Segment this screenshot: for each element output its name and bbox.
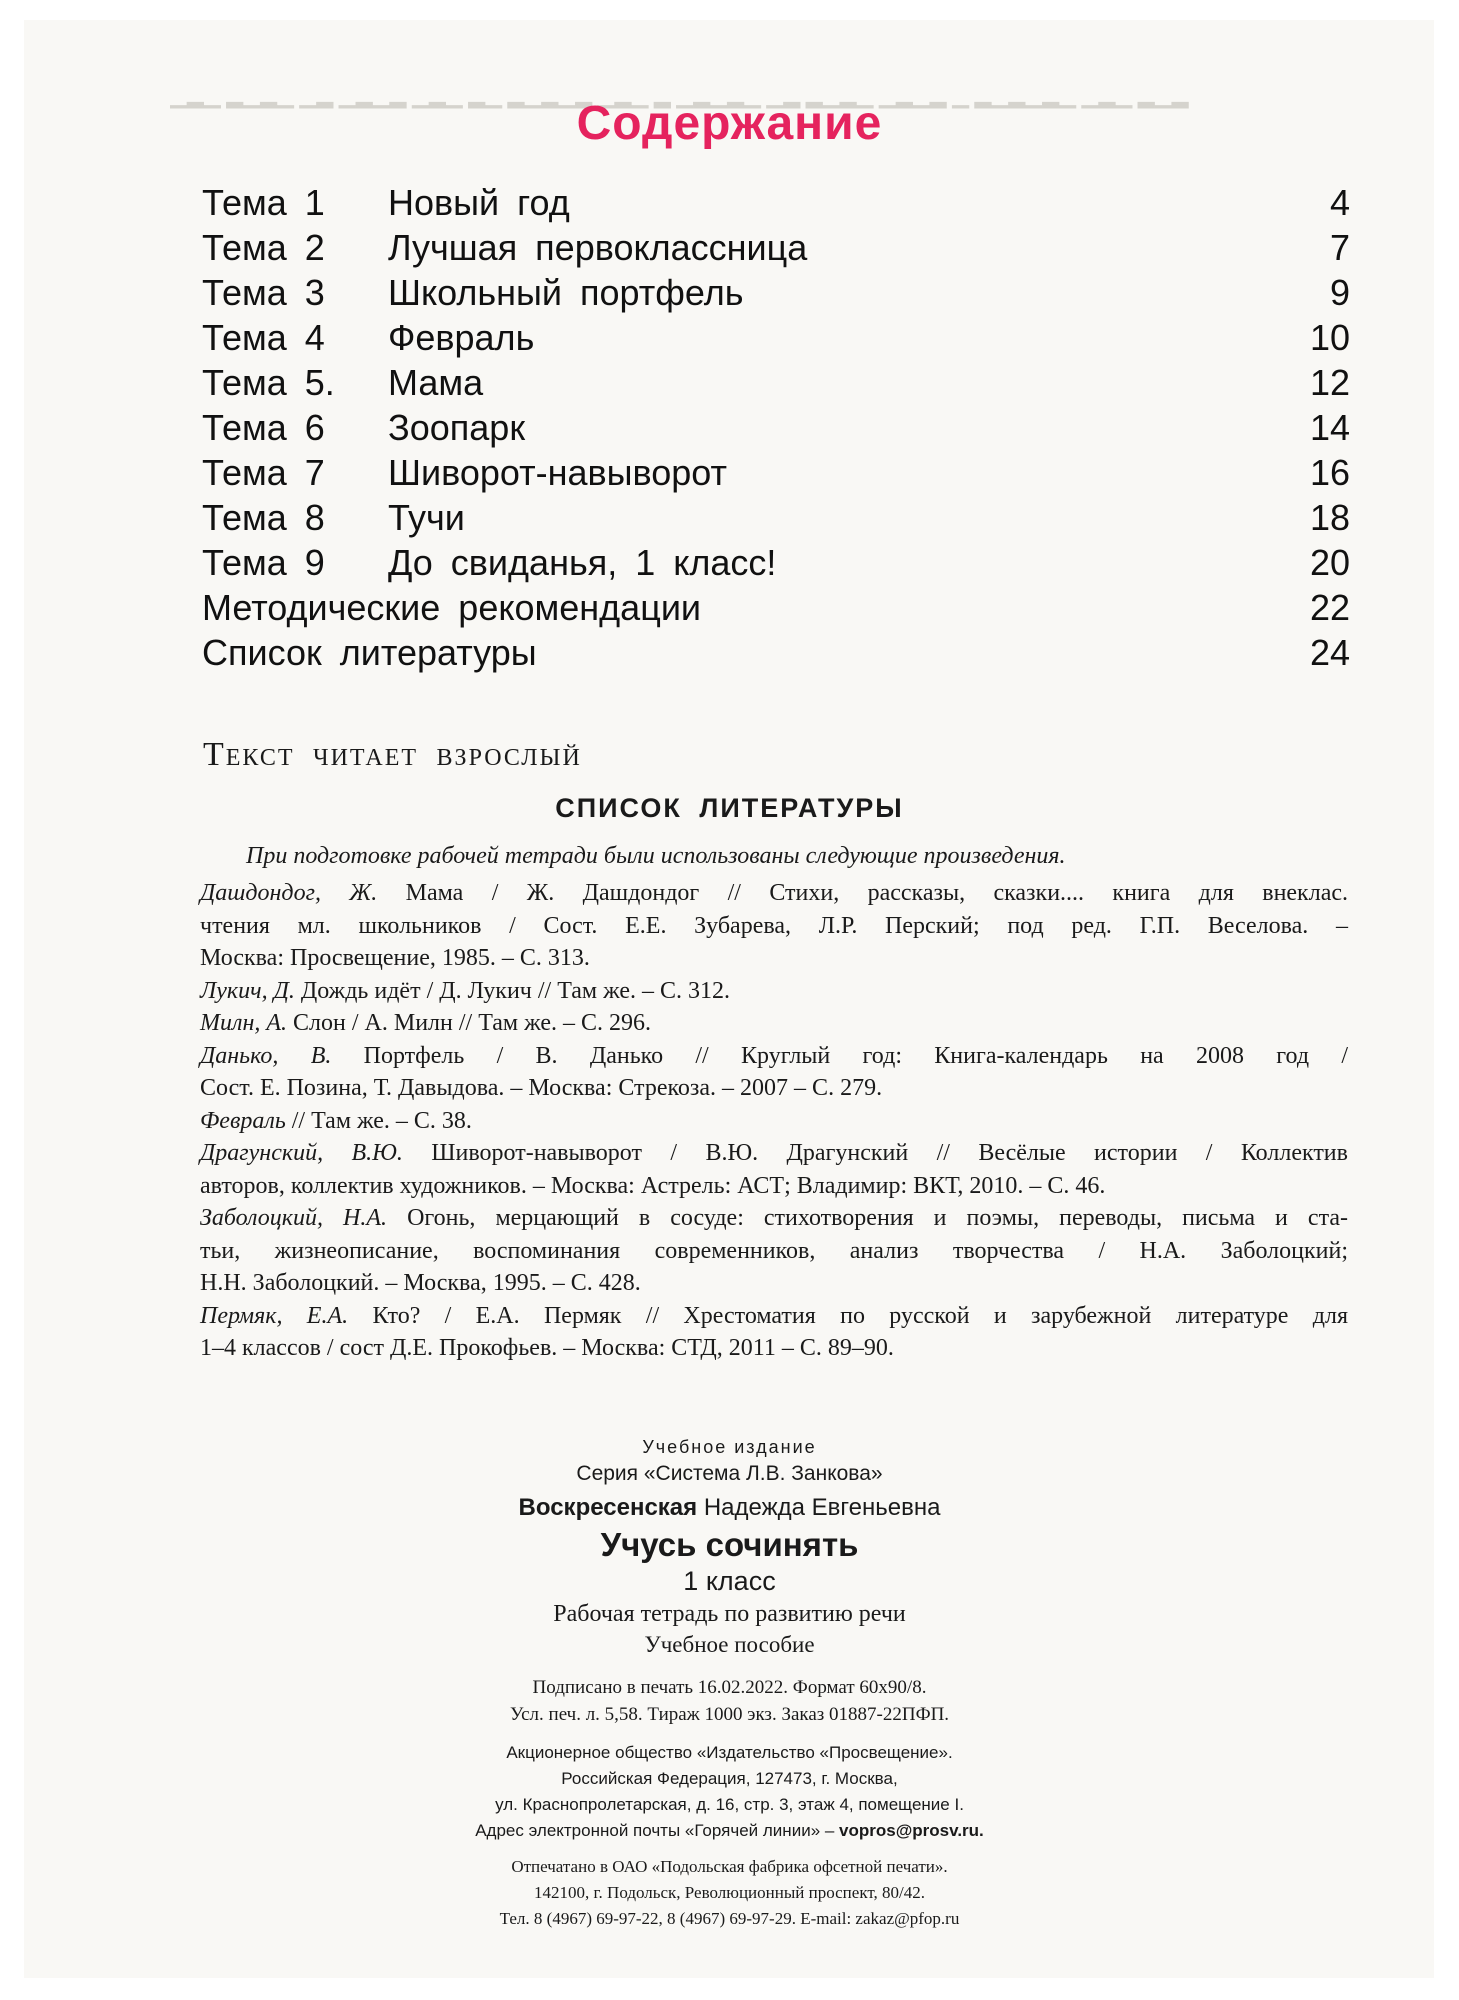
toc-topic-name: Мама <box>388 362 484 403</box>
reference-item <box>200 975 1348 1008</box>
reference-line: Н.Н. Заболоцкий. – Москва, 1995. – С. 428. <box>200 1270 641 1296</box>
toc-page-number: 18 <box>1309 497 1350 538</box>
reference-line: 1–4 классов / сост Д.Е. Прокофьев. – Москва: СТД, 2011 – С. 89–90. <box>200 1335 894 1361</box>
reference-line: авторов, коллектив художников. – Москва: Астрель: АСТ; Владимир: ВКТ, 2010. – С. 46. <box>200 1172 1106 1199</box>
reference-text: // Там же. – С. 38. <box>285 1107 472 1134</box>
toc-page-number: 10 <box>1309 317 1350 358</box>
reference-author: Милн, А. <box>200 1010 288 1036</box>
reference-list <box>200 877 1348 1365</box>
reference-item <box>200 1137 1348 1202</box>
toc-topic-name: До свиданья, 1 класс! <box>388 542 777 583</box>
reference-item <box>200 1040 1348 1105</box>
reference-author: Заболоцкий, Н.А. <box>200 1205 388 1231</box>
imprint-block <box>0 1437 1459 1932</box>
printer-line: Отпечатано в ОАО «Подольская фабрика офсетной печати». <box>511 1857 948 1876</box>
signed-to-print: Подписано в печать 16.02.2022. Формат 60x90/8. <box>532 1677 927 1698</box>
printer-info <box>0 1854 1459 1932</box>
reference-author: Дашдондог, Ж. <box>200 880 378 906</box>
reference-line: Москва: Просвещение, 1985. – С. 313. <box>200 945 590 971</box>
toc-page-number: 7 <box>1329 227 1350 268</box>
reference-author: Лукич, Д. <box>200 977 295 1004</box>
reference-text: Шиворот-навыворот / В.Ю. Драгунский // Весёлые истории / Коллектив <box>402 1140 1348 1166</box>
print-run-info: Усл. печ. л. 5,58. Тираж 1000 экз. Заказ 01887-22ПФП. <box>509 1704 950 1725</box>
toc-page-number: 22 <box>1309 587 1350 628</box>
toc-topic-name: Зоопарк <box>388 407 526 448</box>
reference-text: Портфель / В. Данько // Круглый год: Книга-календарь на 2008 год / <box>331 1042 1348 1069</box>
toc-row[interactable] <box>202 315 1350 360</box>
toc-row[interactable] <box>202 360 1350 405</box>
toc-topic-name: Шиворот-навыворот <box>388 452 727 493</box>
author-last-name: Воскресенская <box>518 1494 698 1521</box>
reference-line <box>200 1105 1348 1138</box>
reference-line <box>200 877 1348 910</box>
toc-page-number: 16 <box>1309 452 1350 493</box>
toc-page-number: 20 <box>1309 542 1350 583</box>
toc-page-number: 4 <box>1329 182 1350 223</box>
toc-page-number: 14 <box>1309 407 1350 448</box>
literature-intro: При подготовке рабочей тетради были использованы следующие произведения. <box>246 843 1066 869</box>
hotline-email[interactable]: vopros@prosv.ru. <box>839 1821 984 1840</box>
toc-row[interactable] <box>202 405 1350 450</box>
reference-text: Слон / А. Милн // Там же. – С. 296. <box>287 1010 652 1036</box>
toc-topic-name: Февраль <box>388 317 535 358</box>
toc-section-name: Методические рекомендации <box>202 587 702 628</box>
reference-line: Сост. Е. Позина, Т. Давыдова. – Москва: Стрекоза. – 2007 – С. 279. <box>200 1075 883 1101</box>
publisher-info <box>0 1740 1459 1844</box>
toc-topic-number: Тема 1 <box>202 182 325 223</box>
printer-line: 142100, г. Подольск, Революционный проспект, 80/42. <box>534 1883 925 1902</box>
printer-contacts: Тел. 8 (4967) 69-97-22, 8 (4967) 69-97-29. E-mail: zakaz@pfop.ru <box>499 1909 960 1928</box>
reference-author: Данько, В. <box>200 1042 332 1069</box>
author-name <box>0 1494 1459 1522</box>
reference-text: Мама / Ж. Дашдондог // Стихи, рассказы, сказки.... книга для внеклас. <box>377 880 1349 906</box>
book-subtitle: Рабочая тетрадь по развитию речи <box>553 1601 906 1627</box>
toc-topic-number: Тема 6 <box>202 407 325 448</box>
author-first-name: Надежда Евгеньевна <box>697 1494 941 1521</box>
publisher-hotline <box>0 1818 1459 1844</box>
toc-topic-number: Тема 8 <box>202 497 325 538</box>
toc-topic-name: Тучи <box>388 497 465 538</box>
toc-row[interactable] <box>202 540 1350 585</box>
toc-title: Содержание <box>576 97 883 150</box>
toc-row[interactable] <box>202 585 1350 630</box>
toc-row[interactable] <box>202 630 1350 675</box>
toc-row[interactable] <box>202 225 1350 270</box>
toc-page-number: 12 <box>1309 362 1350 403</box>
reference-text: Дождь идёт / Д. Лукич // Там же. – С. 312. <box>294 977 731 1004</box>
toc-topic-number: Тема 3 <box>202 272 325 313</box>
toc-topic-name: Новый год <box>388 182 570 223</box>
toc-row[interactable] <box>202 270 1350 315</box>
reference-line <box>200 1040 1348 1073</box>
toc-page-number: 24 <box>1309 632 1350 673</box>
toc-row[interactable] <box>202 180 1350 225</box>
edition-type: Учебное издание <box>642 1437 817 1457</box>
book-type: Учебное пособие <box>644 1632 815 1657</box>
toc-topic-number: Тема 9 <box>202 542 325 583</box>
book-title: Учусь сочинять <box>600 1526 859 1563</box>
literature-heading: СПИСОК ЛИТЕРАТУРЫ <box>555 793 904 823</box>
publisher-line: Акционерное общество «Издательство «Просвещение». <box>506 1743 953 1762</box>
grade-label: 1 класс <box>683 1566 776 1596</box>
table-of-contents <box>202 180 1350 675</box>
reference-text: Кто? / Е.А. Пермяк // Хрестоматия по русской и зарубежной литературе для <box>348 1302 1348 1329</box>
toc-row[interactable] <box>202 495 1350 540</box>
toc-topic-number: Тема 4 <box>202 317 325 358</box>
reference-line <box>200 1137 1348 1170</box>
reference-item <box>200 1202 1348 1300</box>
reference-line <box>200 1202 1348 1235</box>
reference-line <box>200 1007 1348 1040</box>
reference-author: Пермяк, Е.А. <box>200 1302 349 1329</box>
reference-author: Февраль <box>200 1107 286 1134</box>
toc-topic-name: Лучшая первоклассница <box>388 227 808 268</box>
adult-reads-heading: Текст читает взрослый <box>203 736 582 773</box>
reference-item <box>200 1300 1348 1365</box>
toc-page-number: 9 <box>1329 272 1350 313</box>
toc-topic-number: Тема 5. <box>202 362 335 403</box>
toc-section-name: Список литературы <box>202 632 537 673</box>
hotline-label: Адрес электронной почты «Горячей линии» – <box>475 1821 840 1840</box>
publisher-line: ул. Краснопролетарская, д. 16, стр. 3, этаж 4, помещение I. <box>495 1795 964 1814</box>
publisher-line: Российская Федерация, 127473, г. Москва, <box>561 1769 898 1788</box>
toc-row[interactable] <box>202 450 1350 495</box>
toc-topic-number: Тема 2 <box>202 227 325 268</box>
reference-author: Драгунский, В.Ю. <box>200 1140 403 1166</box>
reference-line <box>200 975 1348 1008</box>
bleed-through-texture: ▁▂▁ ▂▁▂▁ ▁▂ ▁▂▁▂ ▁▂▁ ▂▁ ▂▁▂▁▂ ▁▂▁ ▂ ▁▂▁▂▁ ▁▂ ▂▁▂▁ ▁▂▁▂ ▁ ▂▁▂▁▂▁ ▁▂▁ ▂▁▂ <box>170 83 1189 108</box>
toc-topic-name: Школьный портфель <box>388 272 744 313</box>
toc-topic-number: Тема 7 <box>202 452 325 493</box>
reference-item <box>200 1007 1348 1040</box>
series-name: Серия «Система Л.В. Занкова» <box>576 1462 883 1485</box>
reference-item <box>200 877 1348 975</box>
reference-text: Огонь, мерцающий в сосуде: стихотворения и поэмы, переводы, письма и ста- <box>387 1205 1349 1231</box>
reference-line: тьи, жизнеописание, воспоминания современников, анализ творчества / Н.А. Заболоцкий; <box>200 1237 1348 1264</box>
reference-line: чтения мл. школьников / Сост. Е.Е. Зубарева, Л.Р. Перский; под ред. Г.П. Веселова. – <box>200 912 1348 939</box>
reference-line <box>200 1300 1348 1333</box>
reference-item <box>200 1105 1348 1138</box>
